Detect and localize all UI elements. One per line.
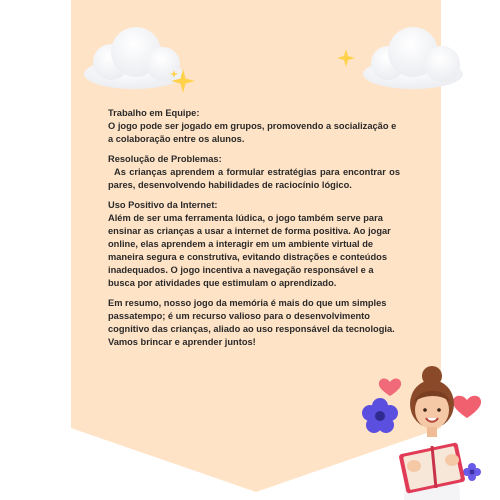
section-body: O jogo pode ser jogado em grupos, promovendo a socialização e a colaboração entre os alunos. — [108, 121, 397, 144]
heart-icon — [453, 396, 481, 418]
article-content — [108, 107, 400, 356]
section-heading: Uso Positivo da Internet: — [108, 200, 218, 210]
section-body: Além de ser uma ferramenta lúdica, o jogo também serve para ensinar as crianças a usar a internet de forma positiva. Ao jogar online, elas aprendem a interagir em um ambiente virtual de maneira segura e construtiva, evitando distrações e conteúdos inadequados. O jogo incentiva a navegação responsável e a busca por atividades que estimulam o aprendizado. — [108, 213, 391, 288]
section-heading: Resolução de Problemas: — [108, 154, 222, 164]
heart-icon — [379, 378, 401, 396]
section-teamwork — [108, 107, 400, 146]
flower-icon — [362, 398, 398, 433]
cloud-icon-right — [358, 22, 468, 94]
sparkle-icon — [336, 48, 356, 68]
section-internet — [108, 199, 400, 290]
section-closing — [108, 297, 400, 349]
closing-paragraph: Em resumo, nosso jogo da memória é mais do que um simples passatempo; é um recurso valioso para o desenvolvimento cognitivo das crianças, aliado ao uso responsável da tecnologia. Vamos brincar e aprender juntos! — [108, 298, 395, 347]
section-heading: Trabalho em Equipe: — [108, 108, 200, 118]
section-problem-solving — [108, 153, 400, 192]
sparkle-icon — [170, 68, 196, 94]
girl-reading-illustration — [352, 360, 500, 500]
section-body: As crianças aprendem a formular estratégias para encontrar os pares, desenvolvendo habilidades de raciocínio lógico. — [108, 167, 400, 190]
flower-icon — [463, 463, 481, 481]
